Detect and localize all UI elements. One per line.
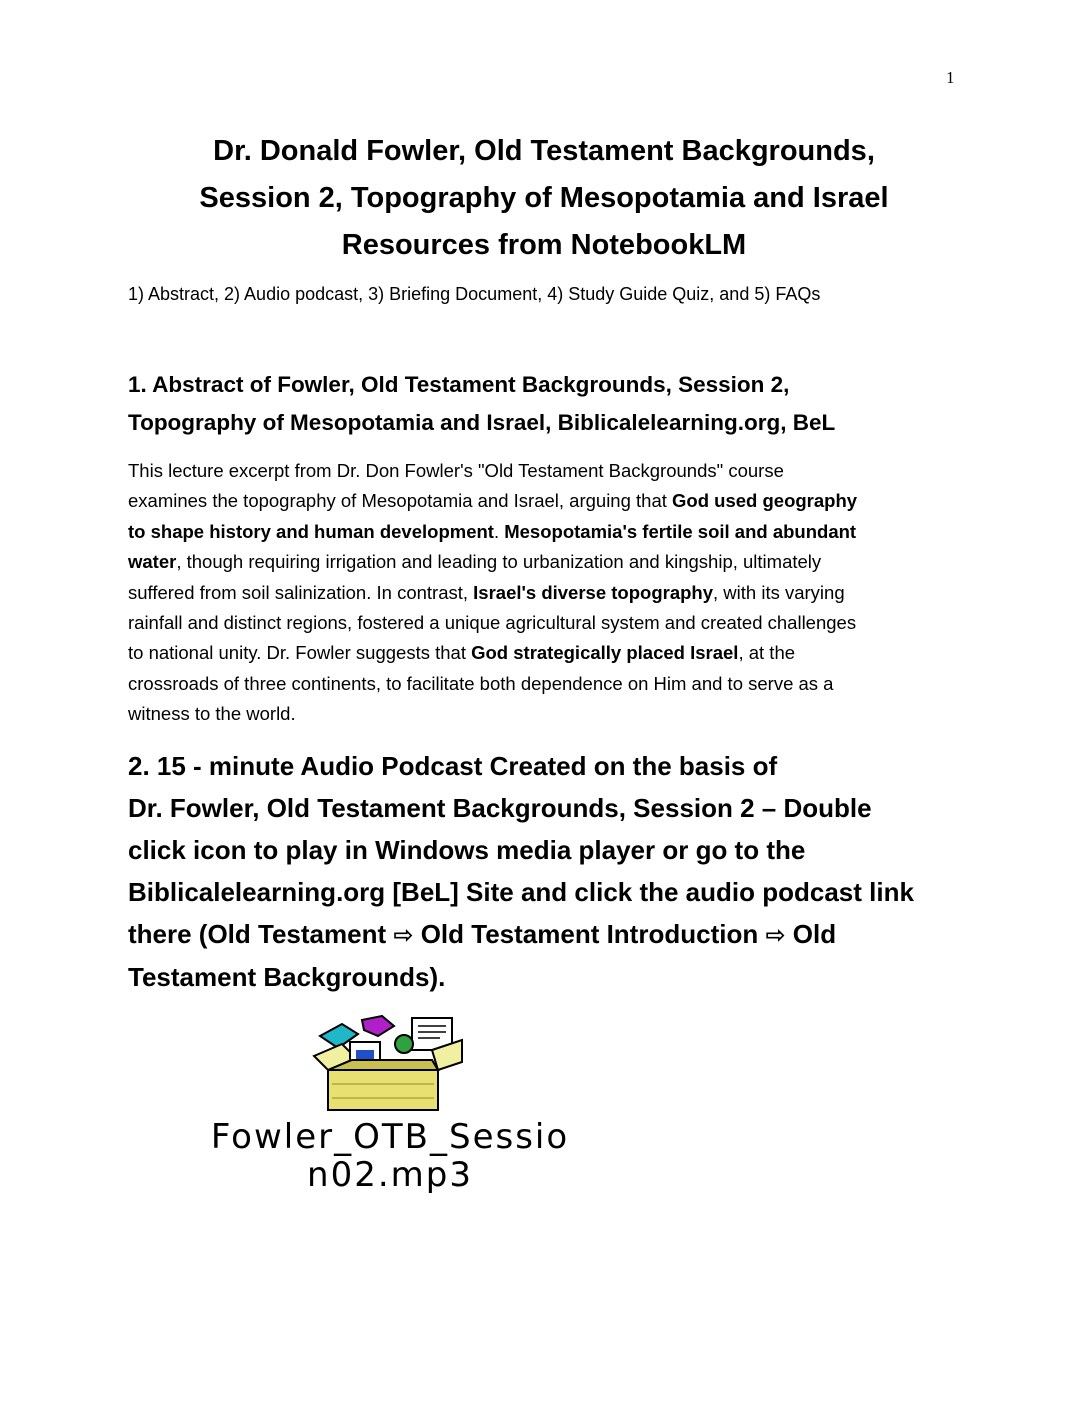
- emphasis: God strategically placed Israel: [471, 642, 739, 664]
- heading-line: Dr. Fowler, Old Testament Backgrounds, Session 2 – Double: [128, 793, 872, 823]
- emphasis: Israel's diverse topography: [473, 581, 714, 603]
- page-title: [0, 128, 1088, 269]
- podcast-heading: [128, 745, 914, 998]
- text: Old Testament Introduction: [413, 919, 766, 949]
- text: , though requiring irrigation and leading to urbanization and kingship, ultimately: [176, 551, 822, 573]
- page-title-line: Dr. Donald Fowler, Old Testament Backgrounds,: [213, 135, 875, 167]
- abstract-line: [128, 456, 968, 486]
- text: to national unity. Dr. Fowler suggests that: [128, 642, 472, 664]
- heading-line: Topography of Mesopotamia and Israel, Biblicalelearning.org, BeL: [128, 410, 836, 435]
- abstract-line: [128, 669, 968, 699]
- text: , at the: [738, 642, 796, 664]
- heading-line: [128, 913, 914, 956]
- abstract-line: [128, 638, 968, 668]
- abstract-heading: [128, 366, 835, 442]
- file-name-line: n02.mp3: [307, 1155, 473, 1195]
- heading-line: Biblicalelearning.org [BeL] Site and click the audio podcast link: [128, 877, 914, 907]
- emphasis: to shape history and human development: [128, 520, 494, 542]
- text: .: [493, 520, 505, 542]
- text: crossroads of three continents, to facilitate both dependence on Him and to serve as a: [128, 672, 834, 694]
- text: examines the topography of Mesopotamia and Israel, arguing that: [128, 490, 673, 512]
- heading-line: click icon to play in Windows media player or go to the: [128, 835, 806, 865]
- abstract-paragraph: [128, 456, 968, 730]
- abstract-line: [128, 517, 968, 547]
- contents-list: 1) Abstract, 2) Audio podcast, 3) Briefing Document, 4) Study Guide Quiz, and 5) FAQs: [128, 284, 821, 304]
- page-title-line: Session 2, Topography of Mesopotamia and Israel: [199, 182, 889, 214]
- page-number: 1: [946, 68, 955, 87]
- text: , with its varying: [713, 581, 845, 603]
- package-icon[interactable]: [312, 1014, 468, 1112]
- abstract-line: [128, 578, 968, 608]
- text: rainfall and distinct regions, fostered a unique agricultural system and created challenges: [128, 612, 857, 634]
- heading-line: Testament Backgrounds).: [128, 962, 446, 992]
- abstract-line: [128, 547, 968, 577]
- emphasis: God used geography: [672, 490, 858, 512]
- file-name-line: Fowler_OTB_Sessio: [210, 1117, 570, 1157]
- page-title-line: Resources from NotebookLM: [341, 229, 747, 261]
- arrow-right-icon: ⇨: [393, 921, 414, 949]
- emphasis: Mesopotamia's fertile soil and abundant: [504, 520, 857, 542]
- abstract-line: [128, 486, 968, 516]
- abstract-line: [128, 608, 968, 638]
- heading-line: 2. 15 - minute Audio Podcast Created on the basis of: [128, 751, 778, 781]
- text: This lecture excerpt from Dr. Don Fowler's "Old Testament Backgrounds" course: [128, 460, 784, 481]
- text: there (Old Testament: [128, 919, 394, 949]
- text: witness to the world.: [128, 703, 296, 725]
- arrow-right-icon: ⇨: [765, 921, 786, 949]
- heading-line: 1. Abstract of Fowler, Old Testament Backgrounds, Session 2,: [128, 372, 790, 397]
- abstract-line: [128, 699, 968, 729]
- media-file-label[interactable]: [130, 1118, 650, 1194]
- text: Old: [785, 919, 837, 949]
- text: suffered from soil salinization. In contrast,: [128, 581, 474, 603]
- emphasis: water: [128, 551, 177, 573]
